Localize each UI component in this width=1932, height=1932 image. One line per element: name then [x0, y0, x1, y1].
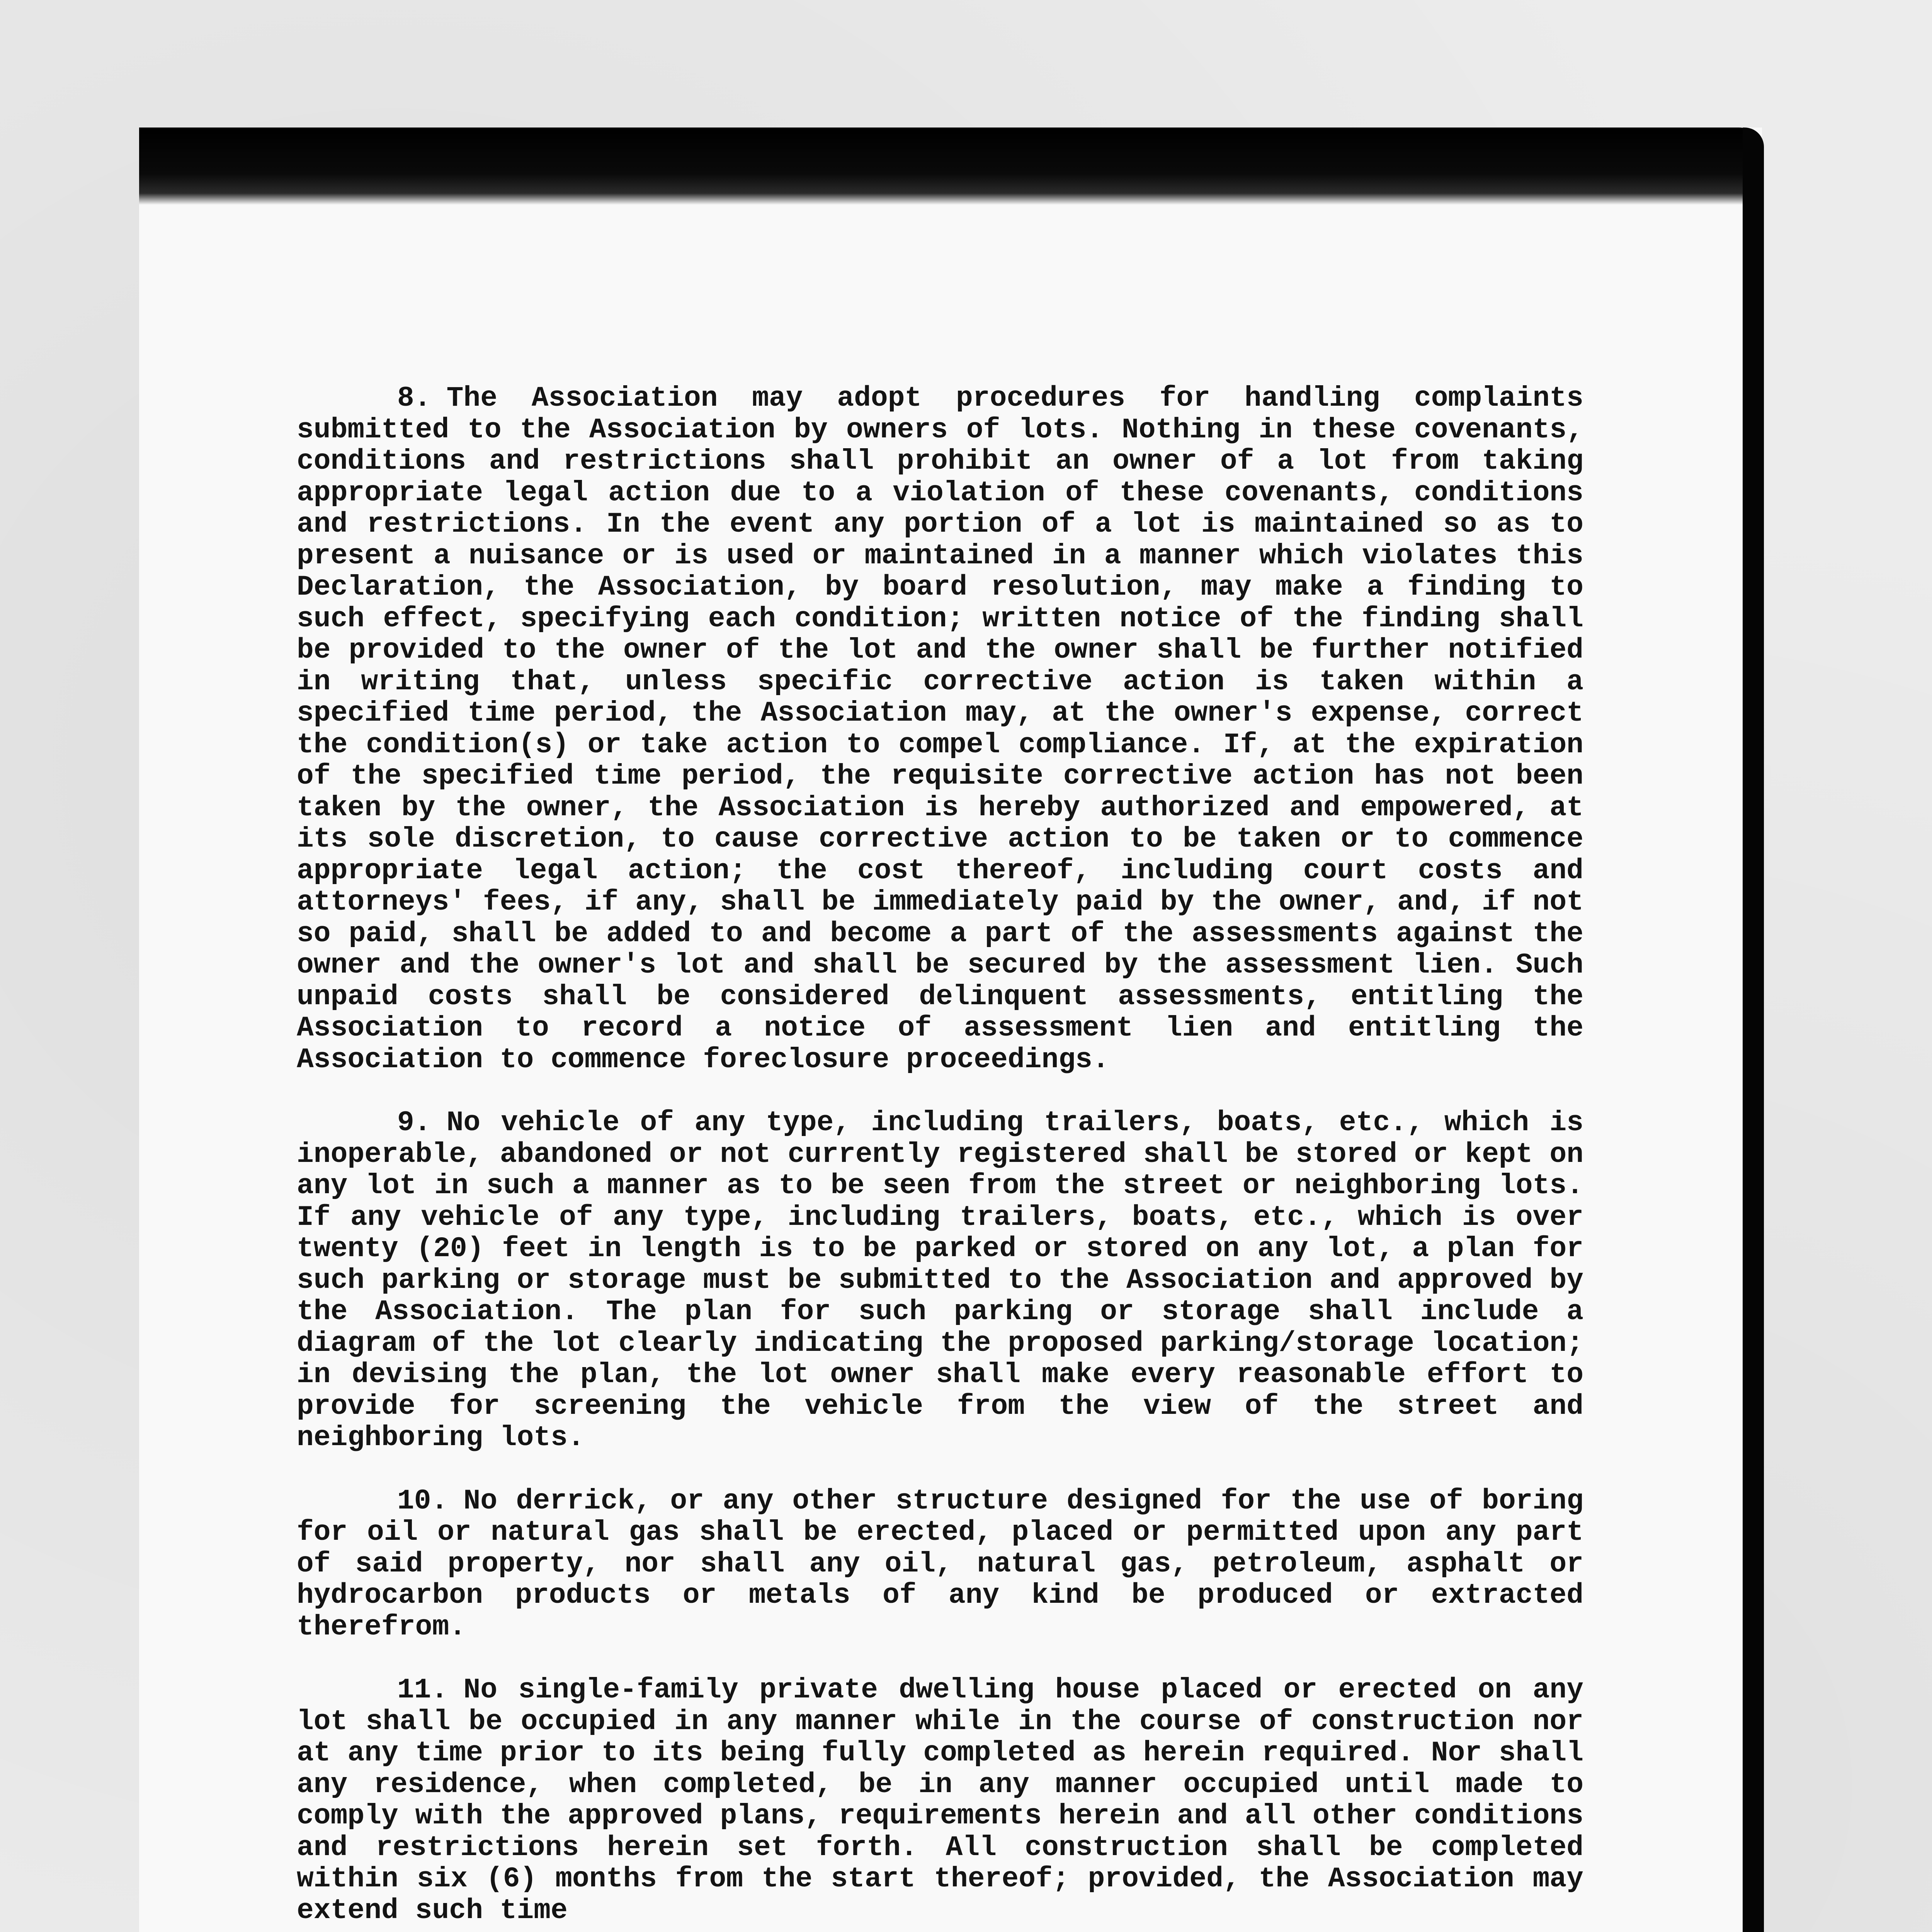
paragraph-8 — [297, 383, 1583, 1075]
paragraph-10 — [297, 1485, 1583, 1643]
document-body — [297, 383, 1583, 1932]
paragraph-text: No vehicle of any type, including trailers, boats, etc., which is inoperable, abandoned or not currently registered shall be stored or kept on any lot in such a manner as to be seen from the street or neighboring lots. If any vehicle of any type, including trailers, boats, etc., which is over twenty (20) feet in length is to be parked or stored on any lot, a plan for such parking or storage must be submitted to the Association and approved by the Association. The plan for such parking or storage shall include a diagram of the lot clearly indicating the proposed parking/storage location; in devising the plan, the lot owner shall make every reasonable effort to provide for screening the vehicle from the view of the street and neighboring lots. — [297, 1107, 1583, 1454]
paragraph-number: 10. — [397, 1485, 448, 1517]
page-top-shadow — [139, 128, 1762, 205]
paragraph-number: 8. — [397, 382, 431, 414]
paragraph-text: The Association may adopt procedures for handling complaints submitted to the Association by owners of lots. Nothing in these covenants, conditions and restrictions shall prohibit an owner of a lot from taking appropriate legal action due to a violation of these covenants, conditions and restrictions. In the event any portion of a lot is maintained so as to present a nuisance or is used or maintained in a manner which violates this Declaration, the Association, by board resolution, may make a finding to such effect, specifying each condition; written notice of the finding shall be provided to the owner of the lot and the owner shall be further notified in writing that, unless specific corrective action is taken within a specified time period, the Association may, at the owner's expense, correct the condition(s) or take action to compel compliance. If, at the expiration of the specified time period, the requisite corrective action has not been taken by the owner, the Association is hereby authorized and empowered, at its sole discretion, to cause corrective action to be taken or to commence appropriate legal action; the cost thereof, including court costs and attorneys' fees, if any, shall be immediately paid by the owner, and, if not so paid, shall be added to and become a part of the assessments against the owner and the owner's lot and shall be secured by the assessment lien. Such unpaid costs shall be considered delinquent assessments, entitling the Association to record a notice of assessment lien and entitling the Association to commence foreclosure proceedings. — [297, 382, 1583, 1076]
paragraph-11 — [297, 1674, 1583, 1926]
page-right-shadow — [1743, 128, 1764, 1932]
paragraph-text: No derrick, or any other structure designed for the use of boring for oil or natural gas shall be erected, placed or permitted upon any part of said property, nor shall any oil, natural gas, petroleum, asphalt or hydrocarbon products or metals of any kind be produced or extracted therefrom. — [297, 1485, 1583, 1643]
paragraph-text: No single-family private dwelling house placed or erected on any lot shall be occupied in any manner while in the course of construction nor at any time prior to its being fully completed as herein required. Nor shall any residence, when completed, be in any manner occupied until made to comply with the approved plans, requirements herein and all other conditions and restrictions herein set forth. All construction shall be completed within six (6) months from the start thereof; provided, the Association may extend such time — [297, 1674, 1583, 1927]
paragraph-9 — [297, 1107, 1583, 1454]
paragraph-number: 9. — [397, 1107, 431, 1139]
paragraph-number: 11. — [397, 1674, 448, 1706]
